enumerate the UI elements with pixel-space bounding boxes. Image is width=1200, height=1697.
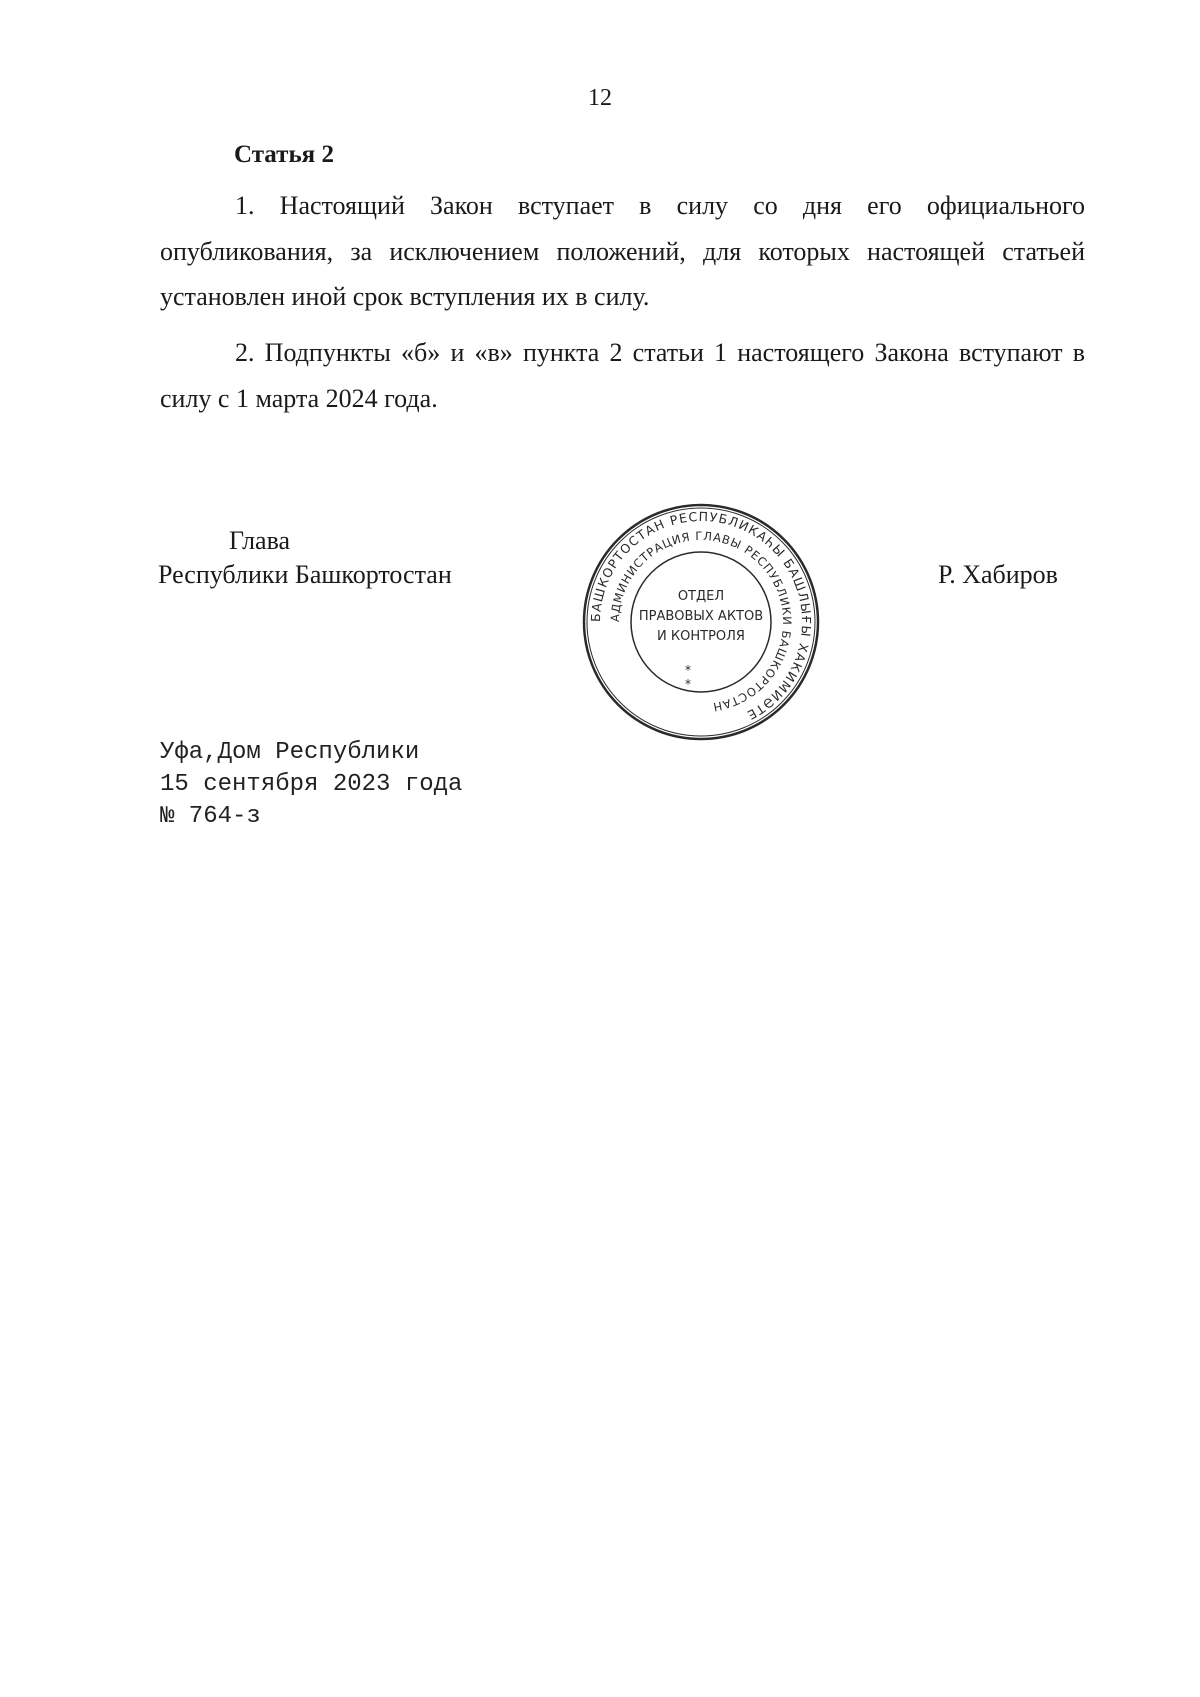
signatory-title-line-2: Республики Башкортостан	[158, 560, 452, 589]
seal-center-line-3: И КОНТРОЛЯ	[657, 629, 745, 644]
signing-date: 15 сентября 2023 года	[160, 771, 463, 798]
seal-outer-ring-text: БАШКОРТОСТАН РЕСПУБЛИКАҺЫ БАШЛЫҒЫ ХАКИМИӘТЕ	[587, 508, 815, 724]
seal-star-icon: *	[685, 663, 691, 677]
article-paragraph-2	[160, 330, 1085, 421]
signatory-title-line-1: Глава	[229, 526, 291, 555]
page-number: 12	[588, 85, 612, 111]
article-paragraph-1	[160, 183, 1085, 320]
seal-inner-ring-text: АДМИНИСТРАЦИЯ ГЛАВЫ РЕСПУБЛИКИ БАШКОРТОСТАН	[607, 528, 795, 715]
paragraph-1-text: Настоящий Закон вступает в силу со дня его официального опубликования, за исключением положений, для которых настоящей статьей установлен иной срок вступления их в силу.	[160, 191, 1086, 311]
article-heading: Статья 2	[234, 141, 334, 168]
paragraph-2-number: 2.	[235, 338, 255, 367]
seal-star-icon: *	[685, 677, 691, 691]
seal-center-line-2: ПРАВОВЫХ АКТОВ	[638, 609, 764, 624]
official-seal	[581, 502, 821, 742]
paragraph-1-number: 1.	[235, 191, 255, 220]
signatory-name: Р. Хабиров	[938, 560, 1058, 589]
seal-center-line-1: ОТДЕЛ	[677, 589, 725, 604]
paragraph-2-text: Подпункты «б» и «в» пункта 2 статьи 1 настоящего Закона вступают в силу с 1 марта 2024 года.	[160, 338, 1085, 413]
law-number: № 764-з	[160, 803, 261, 830]
signing-place: Уфа,Дом Республики	[160, 739, 420, 766]
